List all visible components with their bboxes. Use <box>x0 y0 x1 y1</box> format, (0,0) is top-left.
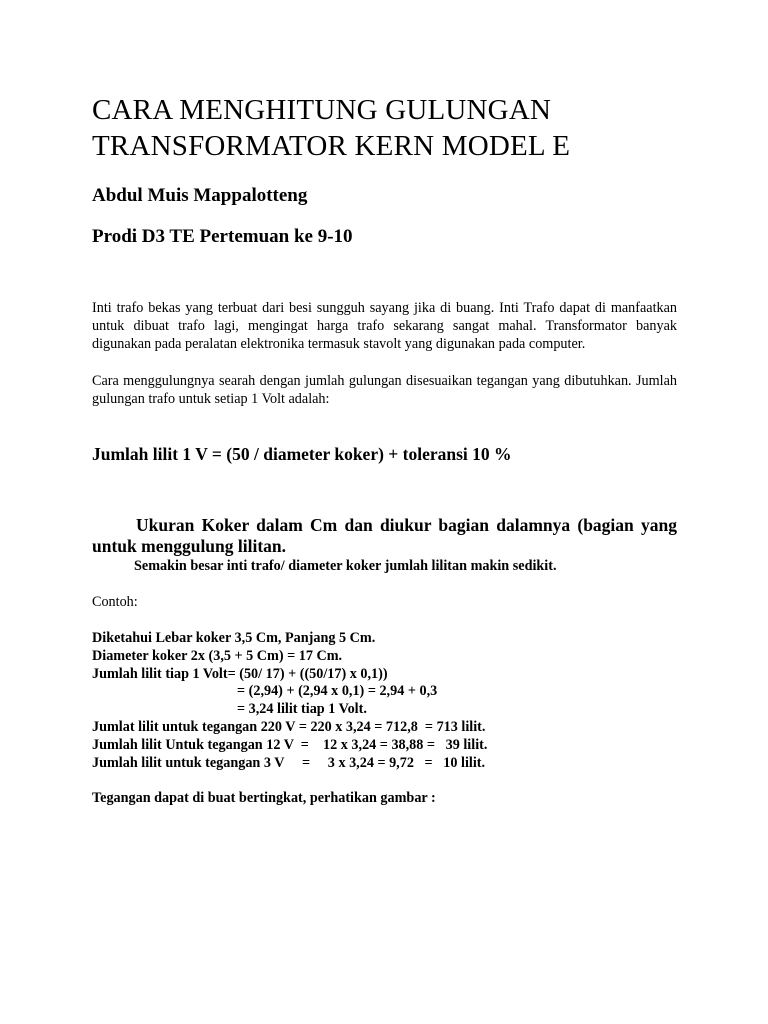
author-name: Abdul Muis Mappalotteng <box>92 185 308 206</box>
calc-line: Jumlah lilit untuk tegangan 3 V = 3 x 3,24 = 9,72 = 10 lilit. <box>92 754 486 771</box>
closing-note: Tegangan dapat di buat bertingkat, perhatikan gambar : <box>92 790 436 807</box>
calc-line: Diameter koker 2x (3,5 + 5 Cm) = 17 Cm. <box>92 647 343 664</box>
turns-per-volt-formula: Jumlah lilit 1 V = (50 / diameter koker) + toleransi 10 % <box>92 444 512 464</box>
calc-line: = (2,94) + (2,94 x 0,1) = 2,94 + 0,3 <box>237 683 438 700</box>
winding-paragraph: Cara menggulungnya searah dengan jumlah gulungan disesuaikan tegangan yang dibutuhkan. Jumlah gulungan trafo untuk setiap 1 Volt adalah: <box>92 373 677 407</box>
calc-line: = 3,24 lilit tiap 1 Volt. <box>237 701 367 718</box>
course-info: Prodi D3 TE Pertemuan ke 9-10 <box>92 226 353 247</box>
intro-paragraph: Inti trafo bekas yang terbuat dari besi sungguh sayang jika di buang. Inti Trafo dapat di manfaatkan untuk dibuat trafo lagi, mengingat harga trafo sekarang sangat mahal. Transformator banyak digunakan pada peralatan elektronika termasuk stavolt yang digunakan pada computer. <box>92 300 677 352</box>
koker-note: Ukuran Koker dalam Cm dan diukur bagian dalamnya (bagian yang untuk menggulung lilitan. <box>92 515 677 556</box>
document-title <box>92 92 677 164</box>
title-line-1: CARA MENGHITUNG GULUNGAN <box>92 94 552 126</box>
calc-line: Diketahui Lebar koker 3,5 Cm, Panjang 5 Cm. <box>92 630 376 646</box>
calc-line: Jumlah lilit tiap 1 Volt= (50/ 17) + ((50/17) x 0,1)) <box>92 665 388 682</box>
title-line-2: TRANSFORMATOR KERN MODEL E <box>92 130 571 162</box>
calculation-block <box>92 630 677 772</box>
document-page <box>92 92 677 807</box>
example-label: Contoh: <box>92 594 138 610</box>
calc-line: Jumlat lilit untuk tegangan 220 V = 220 x 3,24 = 712,8 = 713 lilit. <box>92 718 486 735</box>
core-size-note: Semakin besar inti trafo/ diameter koker jumlah lilitan makin sedikit. <box>134 558 557 574</box>
calc-line: Jumlah lilit Untuk tegangan 12 V = 12 x 3,24 = 38,88 = 39 lilit. <box>92 736 488 753</box>
